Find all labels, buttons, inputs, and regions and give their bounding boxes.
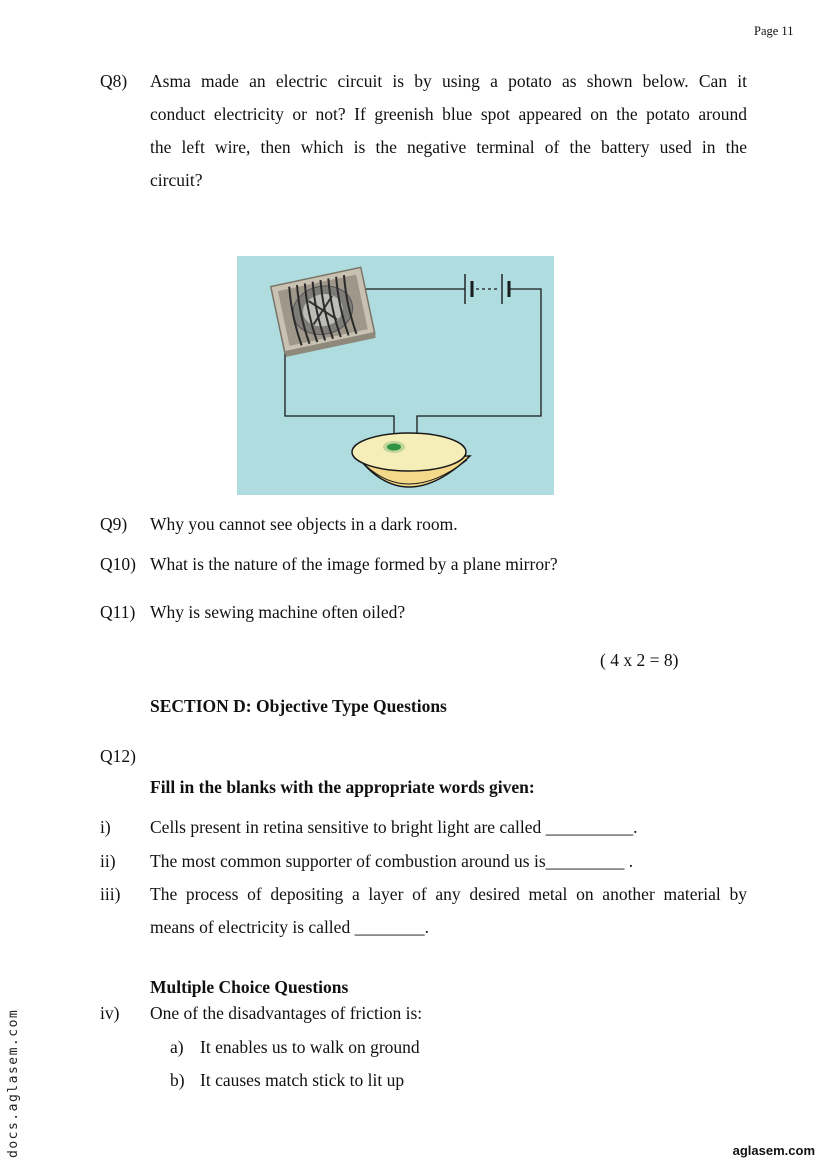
question-text-line: the left wire, then which is the negative terminal of the battery used in the [150, 137, 747, 157]
question-text-line: conduct electricity or not? If greenish blue spot appeared on the potato around [150, 104, 747, 124]
question-text: Why you cannot see objects in a dark room. [150, 514, 458, 534]
item-text: The process of depositing a layer of any desired metal on another material by [150, 884, 747, 904]
item-text: Cells present in retina sensitive to bright light are called __________. [150, 817, 638, 837]
question-text: What is the nature of the image formed by a plane mirror? [150, 554, 558, 574]
option-label: a) [170, 1037, 184, 1057]
potato-circuit-figure [237, 256, 554, 495]
option-text: It enables us to walk on ground [200, 1037, 420, 1057]
item-text: means of electricity is called ________. [150, 917, 429, 937]
item-text: One of the disadvantages of friction is: [150, 1003, 423, 1023]
item-number: i) [100, 817, 111, 837]
item-number: ii) [100, 851, 116, 871]
question-number: Q12) [100, 746, 136, 766]
item-text: The most common supporter of combustion around us is_________ . [150, 851, 634, 871]
option-text: It causes match stick to lit up [200, 1070, 405, 1090]
question-text: Why is sewing machine often oiled? [150, 602, 406, 622]
question-number: Q11) [100, 602, 136, 622]
option-label: b) [170, 1070, 185, 1090]
marks-allocation: ( 4 x 2 = 8) [600, 650, 679, 670]
mcq-heading: Multiple Choice Questions [150, 977, 349, 997]
page-number: Page 11 [754, 24, 794, 38]
section-title: SECTION D: Objective Type Questions [150, 696, 447, 716]
question-number: Q9) [100, 514, 128, 534]
source-watermark: docs.aglasem.com [6, 1008, 21, 1158]
question-text-line: Asma made an electric circuit is by using a potato as shown below. Can it [150, 71, 747, 91]
question-number: Q10) [100, 554, 136, 574]
item-number: iv) [100, 1003, 120, 1023]
brand-footer: aglasem.com [732, 1143, 815, 1158]
fill-blanks-heading: Fill in the blanks with the appropriate words given: [150, 777, 535, 797]
item-number: iii) [100, 884, 121, 904]
question-number: Q8) [100, 71, 128, 91]
question-text-line: circuit? [150, 170, 203, 190]
